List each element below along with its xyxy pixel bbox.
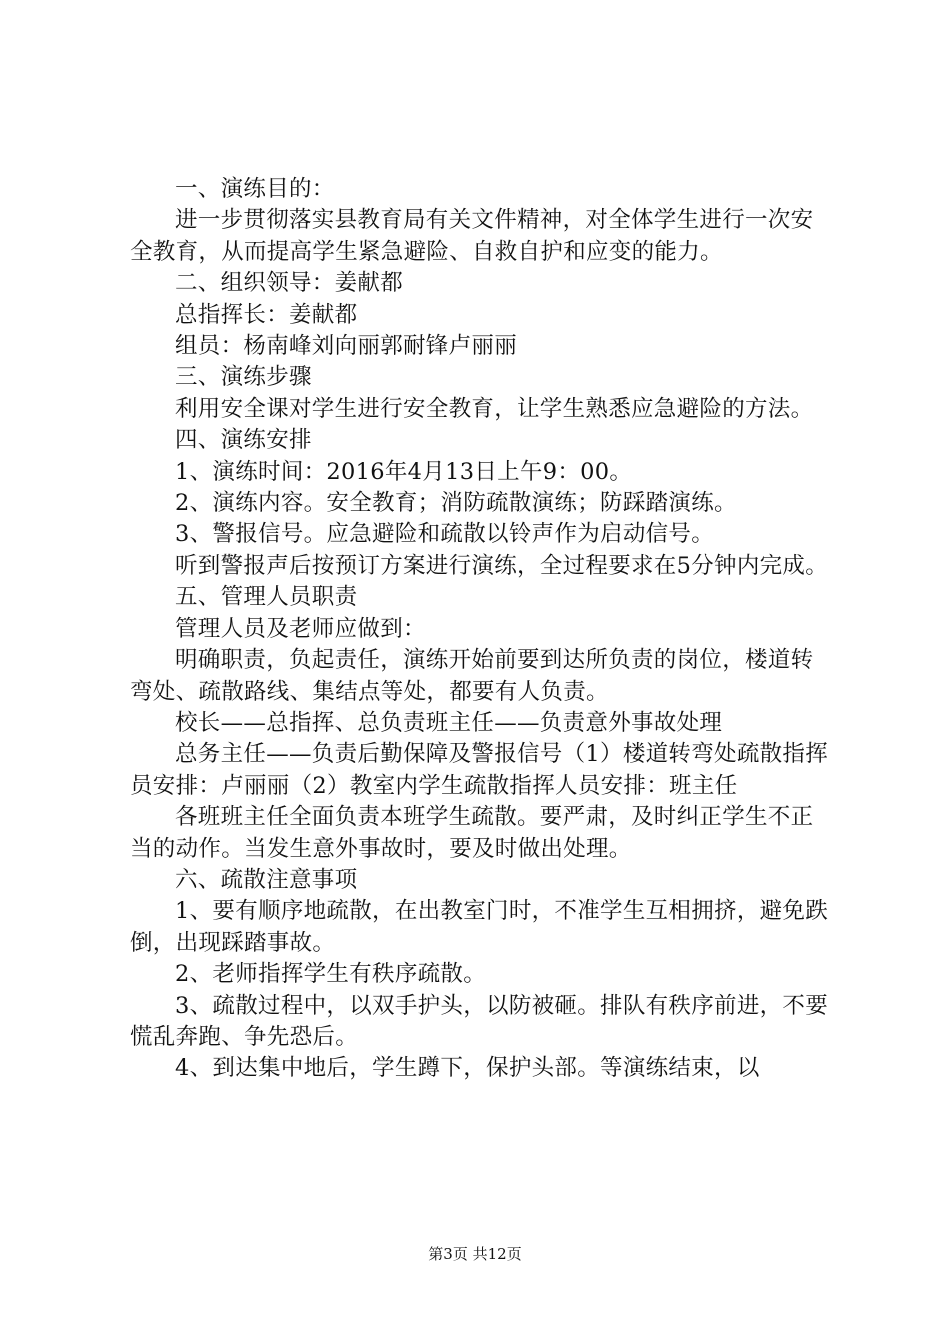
arrangement-time: 1、演练时间：2016年4月13日上午9：00。	[175, 458, 633, 485]
arrangement-procedure: 听到警报声后按预订方案进行演练，全过程要求在5分钟内完成。	[175, 552, 829, 579]
heading-steps: 三、演练步骤	[175, 364, 312, 391]
duties-class-teachers: 各班班主任全面负责本班学生疏散。要严肃，及时纠正学生不正当的动作。当发生意外事故时，要及时做出处理。	[130, 804, 814, 862]
duties-text: 明确职责，负起责任，演练开始前要到达所负责的岗位，楼道转弯处、疏散路线、集结点等处，都要有人负责。	[130, 647, 814, 705]
heading-purpose: 一、演练目的：	[175, 176, 335, 202]
duties-intro: 管理人员及老师应做到：	[175, 615, 426, 642]
arrangement-content: 2、演练内容。安全教育；消防疏散演练；防踩踏演练。	[175, 490, 737, 517]
duties-logistics: 总务主任——负责后勤保障及警报信号（1）楼道转弯处疏散指挥员安排：卢丽丽（2）教室内学生疏散指挥人员安排：班主任	[130, 741, 829, 799]
duties-principal: 校长——总指挥、总负责班主任——负责意外事故处理	[175, 709, 723, 736]
heading-organization: 二、组织领导：姜献都	[175, 270, 404, 297]
evacuation-note-4: 4、到达集中地后，学生蹲下，保护头部。等演练结束，以	[175, 1055, 760, 1082]
evacuation-note-2: 2、老师指挥学生有秩序疏散。	[175, 961, 487, 988]
evacuation-note-3: 3、疏散过程中，以双手护头，以防被砸。排队有秩序前进，不要慌乱奔跑、争先恐后。	[130, 992, 829, 1050]
page-footer: 第3页 共12页	[428, 1245, 522, 1263]
evacuation-note-1: 1、要有顺序地疏散，在出教室门时，不准学生互相拥挤，避免跌倒，出现踩踏事故。	[130, 898, 829, 956]
commander-line: 总指挥长：姜献都	[175, 301, 358, 328]
heading-evacuation-notes: 六、疏散注意事项	[175, 866, 358, 893]
steps-text: 利用安全课对学生进行安全教育，让学生熟悉应急避险的方法。	[175, 395, 814, 422]
purpose-text: 进一步贯彻落实县教育局有关文件精神，对全体学生进行一次安全教育，从而提高学生紧急避险、自救自护和应变的能力。	[130, 207, 814, 265]
heading-arrangement: 四、演练安排	[175, 427, 312, 454]
document-body	[130, 174, 830, 1085]
members-line: 组员：杨南峰刘向丽郭耐锋卢丽丽	[175, 333, 518, 360]
heading-duties: 五、管理人员职责	[175, 584, 358, 611]
arrangement-signal: 3、警报信号。应急避险和疏散以铃声作为启动信号。	[175, 521, 715, 548]
